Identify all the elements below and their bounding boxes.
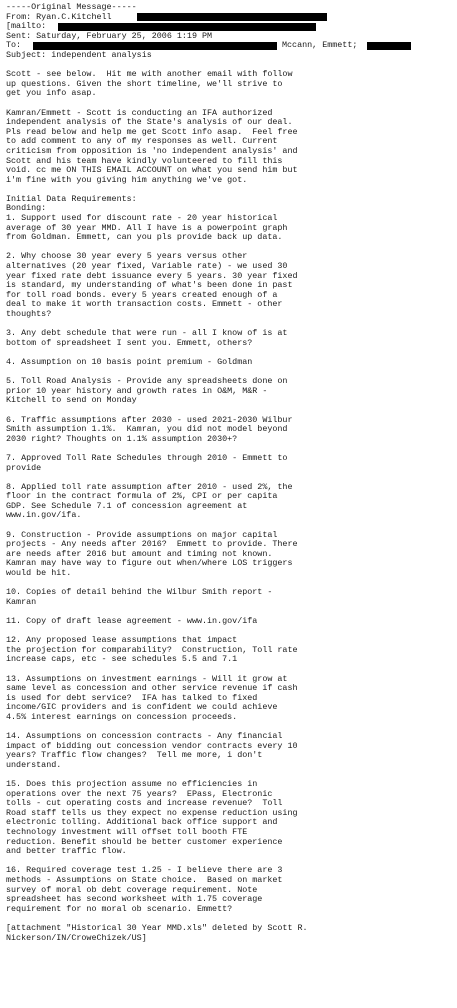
body-line: 5. Toll Road Analysis - Provide any spreadsheets done on [6,376,288,387]
body-line: void. cc me ON THIS EMAIL ACCOUNT on what you send him but [6,165,298,176]
redacted-block [367,42,411,50]
body-line: 3. Any debt schedule that were run - all I know of is at [6,328,288,339]
body-line: prior 10 year history and growth rates in O&M, M&R - [6,385,268,396]
body-line: 9. Construction - Provide assumptions on major capital [6,529,278,540]
body-line: Road staff tells us they expect no expense reduction using [6,807,298,818]
mailto-label: [mailto: [6,21,47,32]
subject-line: Subject: independent analysis [6,49,152,60]
body-line: 12. Any proposed lease assumptions that impact [6,635,238,646]
body-line: Kamran [6,596,37,607]
body-line: years? Traffic flow changes? Tell me more, i don't [6,750,263,761]
body-line: 13. Assumptions on investment earnings - Will it grow at [6,673,288,684]
mailto-line [6,22,452,32]
body-line: 7. Approved Toll Rate Schedules through 2010 - Emmett to [6,452,288,463]
body-line: 6. Traffic assumptions after 2030 - used 2021-2030 Wilbur [6,414,293,425]
body-line: Scott - see below. Hit me with another email with follow [6,69,293,80]
body-line: is standard, my understanding of what's been done in past [6,280,293,291]
sent-line: Sent: Saturday, February 25, 2006 1:19 PM [6,30,213,41]
body-line: year fixed rate debt issuance every 5 years. 30 year fixed [6,270,298,281]
body-line: 10. Copies of detail behind the Wilbur Smith report - [6,587,273,598]
from-label: From: Ryan.C.Kitchell [6,11,112,22]
body-line: Nickerson/IN/CroweChizek/US] [6,932,147,943]
body-line: reduction. Benefit should be better customer experience [6,836,283,847]
body-line: and better traffic flow. [6,846,127,857]
body-line: technology investment will offset toll booth FTE [6,827,248,838]
body-line: Pls read below and help me get Scott info asap. Feel free [6,126,298,137]
from-line [6,13,452,23]
body-line: 2030 right? Thoughts on 1.1% assumption 2030+? [6,433,238,444]
body-line: are needs after 2016 but amount and timing not known. [6,548,273,559]
body-line: spreadsheet has second worksheet with 1.75 coverage [6,894,263,905]
body-line: 8. Applied toll rate assumption after 2010 - used 2%, the [6,481,293,492]
body-line: would be hit. [6,568,72,579]
body-line: electronic tolling. Additional back office support and [6,817,278,828]
body-line: get you info asap. [6,88,97,99]
to-names: Mccann, Emmett; [282,40,358,51]
body-line: 4. Assumption on 10 basis point premium - Goldman [6,356,253,367]
body-line: 14. Assumptions on concession contracts - Any financial [6,731,283,742]
to-label: To: [6,40,22,51]
body-line: average of 30 year MMD. All I have is a powerpoint graph [6,222,288,233]
body-line: Initial Data Requirements: [6,193,137,204]
body-line: up questions. Given the short timeline, we'll strive to [6,78,283,89]
body-line: to add comment to any of my responses as well. Current [6,136,278,147]
body-line: methods - Assumptions on State choice. Based on market [6,875,283,886]
body-line: for toll road bonds. every 5 years created enough of a [6,289,278,300]
email-document [6,3,452,943]
body-line: i'm fine with you giving him anything we've got. [6,174,248,185]
body-line: Kamran/Emmett - Scott is conducting an IFA authorized [6,107,273,118]
body-line: deal to make it worth transaction costs. Emmett - other [6,299,283,310]
body-line: increase caps, etc - see schedules 5.5 and 7.1 [6,654,238,665]
redacted-block [137,13,327,21]
body-line: thoughts? [6,309,52,319]
body-line: survey of moral ob debt coverage requirement. Note [6,884,258,895]
body-line: GDP. See Schedule 7.1 of concession agreement at [6,500,248,511]
body-line: bottom of spreadsheet I sent you. Emmett, others? [6,337,253,348]
body-line: provide [6,462,42,473]
body-line: 16. Required coverage test 1.25 - I believe there are 3 [6,865,283,876]
body-line: alternatives (20 year fixed, Variable rate) - we used 30 [6,261,288,272]
body-line: Kamran may have way to figure out when/where LOS triggers [6,558,293,569]
body-line: requirement for no moral ob scenario. Emmett? [6,903,233,914]
body-line: tolls - cut operating costs and increase revenue? Toll [6,798,283,809]
body-line: 4.5% interest earnings on concession proceeds. [6,711,238,722]
body-line: Scott and his team have kindly volunteered to fill this [6,155,283,166]
redacted-block [58,23,316,31]
body-line: operations over the next 75 years? EPass, Electronic [6,788,273,799]
body-line: criticism from opposition is 'no independent analysis' and [6,145,298,156]
body-line: 1. Support used for discount rate - 20 year historical [6,213,278,224]
redacted-block [33,42,277,50]
body-line: www.in.gov/ifa. [6,510,82,521]
body-line: Kitchell to send on Monday [6,395,137,406]
body-line: projects - Any needs after 2016? Emmett to provide. There [6,539,298,550]
body-line: floor in the contract formula of 2%, CPI or per capita [6,491,278,502]
body-line: independent analysis of the State's analysis of our deal. [6,117,293,128]
body-line: 15. Does this projection assume no efficiencies in [6,779,258,790]
body-line: income/GIC providers and is confident we could achieve [6,702,278,713]
body-line: Bonding: [6,203,47,214]
original-message-marker: -----Original Message----- [6,2,137,12]
email-body [6,70,452,943]
body-line: impact of bidding out concession vendor contracts every 10 [6,740,298,751]
body-line: is used for debt service? IFA has talked to fixed [6,692,258,703]
body-line: from Goldman. Emmett, can you pls provide back up data. [6,232,283,243]
to-line [6,41,452,51]
body-line: 2. Why choose 30 year every 5 years versus other [6,251,248,262]
body-line: Smith assumption 1.1%. Kamran, you did not model beyond [6,424,288,435]
body-line: [attachment "Historical 30 Year MMD.xls" deleted by Scott R. [6,923,308,933]
body-line: understand. [6,759,62,770]
body-line: 11. Copy of draft lease agreement - www.in.gov/ifa [6,616,258,626]
body-line: the projection for comparability? Construction, Toll rate [6,644,298,655]
body-line: same level as concession and other service revenue if cash [6,683,298,694]
